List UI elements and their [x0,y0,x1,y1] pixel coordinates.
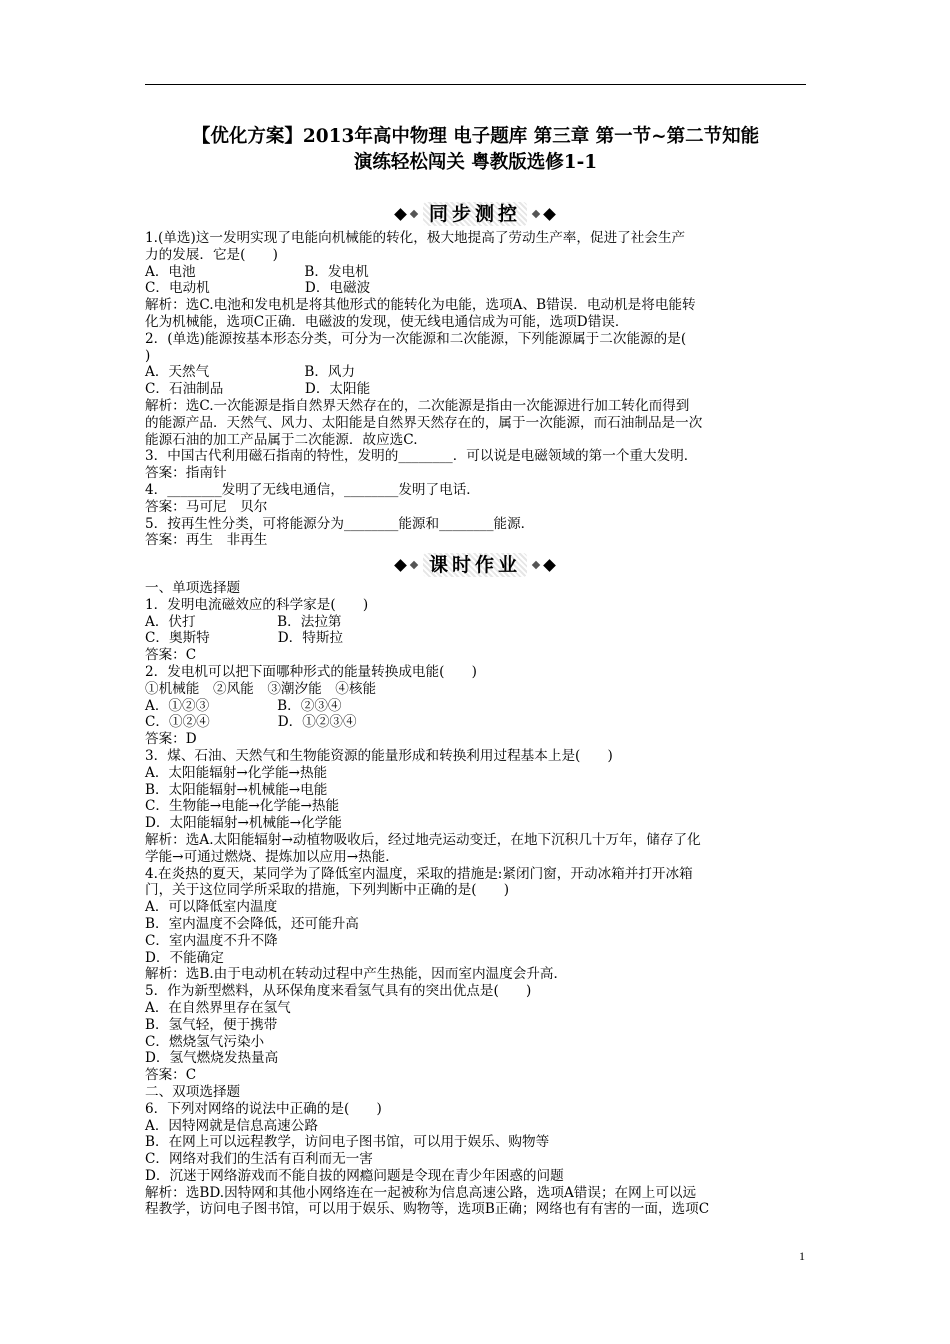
text-line: 1．发明电流磁效应的科学家是( ) [145,596,369,613]
text-line: 答案：指南针 [145,465,227,482]
text-line: A．①②③ B．②③④ [145,697,342,714]
text-line: A．天然气 B．风力 [145,364,356,381]
text-line: 4.在炎热的夏天，某同学为了降低室内温度，采取的措施是:紧闭门窗，开动冰箱并打开冰箱 [145,865,693,882]
text-line: D．氢气燃烧发热量高 [145,1050,279,1067]
title-line-1: 【优化方案】2013年高中物理 电子题库 第三章 第一节~第二节知能 [191,126,760,147]
diamond-icon [532,561,540,569]
text-line: D．不能确定 [145,949,224,966]
text-line: 一、单项选择题 [145,580,241,596]
title-line-2: 演练轻松闯关 粤教版选修1-1 [353,152,598,173]
section-sync-test-body [145,230,810,549]
text-line: 3．煤、石油、天然气和生物能资源的能量形成和转换利用过程基本上是( ) [145,747,613,764]
text-line: 解析：选B.由于电动机在转动过程中产生热能，因而室内温度会升高． [145,966,568,983]
text-line: 能源石油的加工产品属于二次能源．故应选C. [145,431,418,448]
text-line: 5．作为新型燃料，从环保角度来看氢气具有的突出优点是( ) [145,983,532,1000]
diamond-icon [543,559,556,572]
text-line: 6．下列对网络的说法中正确的是( ) [145,1100,382,1117]
text-line: 答案：再生 非再生 [145,532,268,549]
text-line: 解析：选A.太阳能辐射→动植物吸收后，经过地壳运动变迁，在地下沉积几十万年，储存了化 [145,831,701,848]
text-line: 解析：选C.电池和发电机是将其他形式的能转化为电能，选项A、B错误．电动机是将电能转 [145,297,696,314]
text-line: 答案：马可尼 贝尔 [145,498,268,515]
text-line: A．在自然界里存在氢气 [145,999,291,1016]
text-line: 答案：C [145,1067,197,1084]
diamond-icon [394,208,407,221]
text-line: 程教学，访问电子图书馆，可以用于娱乐、购物等，选项B正确；网络也有有害的一面，选项C [145,1201,710,1218]
text-line: 4．________发明了无线电通信，________发明了电话． [145,481,480,498]
text-line: 的能源产品．天然气、风力、太阳能是自然界天然存在的，属于一次能源，而石油制品是一次 [145,414,703,431]
text-line: C．燃烧氢气污染小 [145,1033,265,1050]
text-line: A．可以降低室内温度 [145,899,278,916]
section-banner-sync-test [360,201,590,227]
text-line: 学能→可通过燃烧、提炼加以应用→热能． [145,848,399,865]
banner-label: 课时作业 [423,553,527,577]
text-line: C．网络对我们的生活有百利而无一害 [145,1151,373,1168]
text-line: 解析：选C.一次能源是指自然界天然存在的，二次能源是指由一次能源进行加工转化而得到 [145,397,690,414]
text-line: 答案：C [145,647,197,664]
text-line: 1.(单选)这一发明实现了电能向机械能的转化，极大地提高了劳动生产率，促进了社会生产 [145,230,686,246]
text-line: A．太阳能辐射→化学能→热能 [145,764,328,781]
text-line: B．太阳能辐射→机械能→电能 [145,781,328,798]
document-title [145,124,806,176]
text-line: C．电动机 D．电磁波 [145,280,371,297]
section-homework-body [145,580,810,1218]
text-line: A．伏打 B．法拉第 [145,613,342,630]
diamond-icon [394,559,407,572]
text-line: 2．(单选)能源按基本形态分类，可分为一次能源和二次能源，下列能源属于二次能源的是( [145,330,687,347]
text-line: B．氢气轻，便于携带 [145,1016,278,1033]
text-line: C．室内温度不升不降 [145,932,278,949]
text-line: 门，关于这位同学所采取的措施，下列判断中正确的是( ) [145,882,510,899]
text-line: ①机械能 ②风能 ③潮汐能 ④核能 [145,680,377,697]
diamond-icon [410,561,418,569]
text-line: B．在网上可以远程教学，访问电子图书馆，可以用于娱乐、购物等 [145,1134,550,1151]
text-line: A．电池 B．发电机 [145,263,369,280]
diamond-icon [543,208,556,221]
text-line: 解析：选BD.因特网和其他小网络连在一起被称为信息高速公路，选项A错误；在网上可以远 [145,1184,697,1201]
diamond-icon [410,210,418,218]
text-line: 二、双项选择题 [145,1083,241,1100]
text-line: 答案：D [145,731,197,748]
text-line: D．沉迷于网络游戏而不能自拔的网瘾问题是令现在青少年困惑的问题 [145,1167,564,1184]
text-line: D．太阳能辐射→机械能→化学能 [145,815,342,832]
text-line: 2．发电机可以把下面哪种形式的能量转换成电能( ) [145,663,477,680]
header-rule [145,84,806,85]
text-line: C．奥斯特 D．特斯拉 [145,630,344,647]
section-banner-homework [360,552,590,578]
text-line: 力的发展．它是( ) [145,246,278,263]
text-line: C．生物能→电能→化学能→热能 [145,798,340,815]
text-line: ) [145,347,151,364]
text-line: B．室内温度不会降低，还可能升高 [145,915,359,932]
page-number: 1 [799,1249,805,1263]
text-line: 5．按再生性分类，可将能源分为________能源和________能源． [145,515,535,532]
text-line: 化为机械能，选项C正确．电磁波的发现，使无线电通信成为可能，选项D错误． [145,313,629,330]
banner-label: 同步测控 [423,202,527,226]
text-line: C．石油制品 D．太阳能 [145,381,371,398]
diamond-icon [532,210,540,218]
text-line: C．①②④ D．①②③④ [145,714,357,731]
text-line: 3．中国古代利用磁石指南的特性，发明的________．可以说是电磁领域的第一个重大发明． [145,448,698,465]
text-line: A．因特网就是信息高速公路 [145,1117,318,1134]
